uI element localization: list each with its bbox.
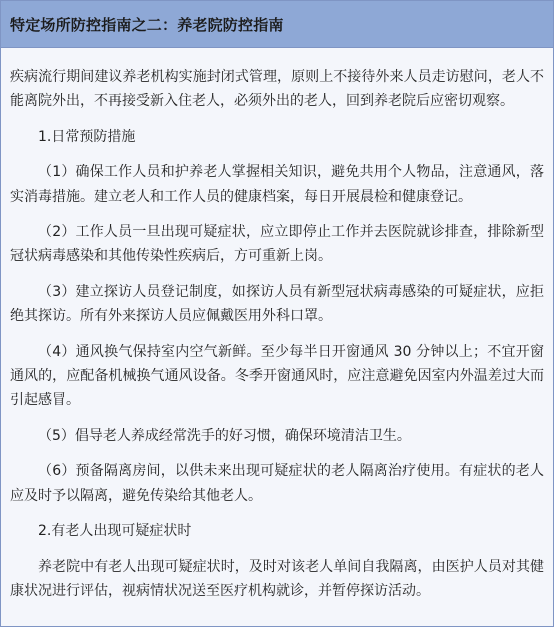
measure-item-1: （1）确保工作人员和护养老人掌握相关知识，避免共用个人物品，注意通风，落实消毒措施。建立老人和工作人员的健康档案，每日开展晨检和健康登记。	[10, 164, 544, 205]
measure-item-2: （2）工作人员一旦出现可疑症状，应立即停止工作并去医院就诊排查，排除新型冠状病毒感染和其他传染性疾病后，方可重新上岗。	[10, 224, 544, 265]
section-1-title: 1.日常预防措施	[38, 128, 136, 145]
section-2-title: 2.有老人出现可疑症状时	[38, 523, 192, 540]
card-header	[1, 1, 553, 48]
intro-paragraph: 疾病流行期间建议养老机构实施封闭式管理，原则上不接待外来人员走访慰问，老人不能离院外出，不再接受新入住老人，必须外出的老人，回到养老院后应密切观察。	[10, 69, 544, 110]
measure-item-5: （5）倡导老人养成经常洗手的好习惯，确保环境清洁卫生。	[38, 427, 411, 444]
card-body	[1, 48, 553, 603]
card-title: 特定场所防控指南之二：养老院防控指南	[10, 15, 284, 34]
section-2-paragraph: 养老院中有老人出现可疑症状时，及时对该老人单间自我隔离，由医护人员对其健康状况进行评估，视病情状况送至医疗机构就诊，并暂停探访活动。	[10, 558, 544, 599]
measure-item-6: （6）预备隔离房间，以供未来出现可疑症状的老人隔离治疗使用。有症状的老人应及时予以隔离，避免传染给其他老人。	[10, 463, 544, 504]
measure-item-3: （3）建立探访人员登记制度，如探访人员有新型冠状病毒感染的可疑症状，应拒绝其探访。所有外来探访人员应佩戴医用外科口罩。	[10, 283, 544, 325]
measure-item-4: （4）通风换气保持室内空气新鲜。至少每半日开窗通风 30 分钟以上；不宜开窗通风的，应配备机械换气通风设备。冬季开窗通风时，应注意避免因室内外温差过大而引起感冒。	[10, 343, 544, 409]
